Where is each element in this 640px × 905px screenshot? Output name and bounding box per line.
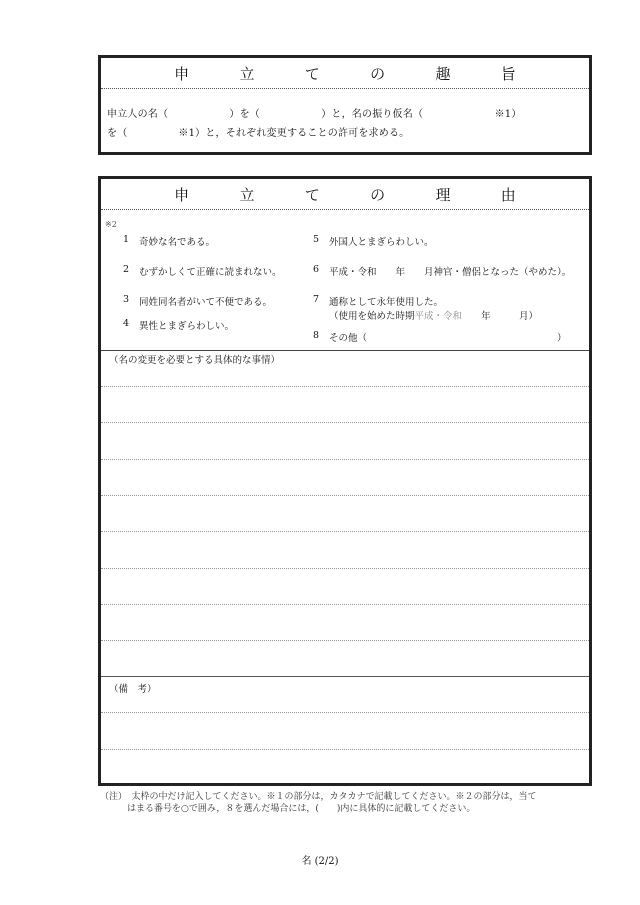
writing-line: [101, 712, 589, 713]
footnote-line-1: （注） 太枠の中だけ記入してください。※１の部分は，カタカナで記載してください。※２の部分は，当て: [100, 792, 537, 802]
title-char: 趣: [435, 64, 451, 83]
writing-line: [101, 749, 589, 750]
note-mark-2: ※2: [105, 220, 117, 229]
remarks-label: （備 考）: [109, 684, 157, 695]
remarks-divider: [101, 676, 589, 677]
period-prefix: （使用を始めた時期: [329, 311, 415, 322]
writing-line: [101, 422, 589, 423]
reason-item-5[interactable]: [313, 234, 434, 248]
reason-item-8[interactable]: [313, 330, 567, 344]
writing-line: [101, 640, 589, 641]
page-number: 名 (2/2): [301, 856, 339, 867]
reason-item-2[interactable]: [123, 264, 282, 278]
writing-line: [101, 531, 589, 532]
reason-text: 奇妙な名である。: [139, 237, 216, 248]
title-char: の: [370, 185, 386, 204]
reason-number: 3: [123, 294, 130, 305]
title-char: て: [304, 185, 320, 204]
period-suffix: 年 月）: [462, 311, 539, 322]
writing-line: [101, 386, 589, 387]
writing-line: [101, 495, 589, 496]
writing-line: [101, 604, 589, 605]
reason-item-6[interactable]: [313, 264, 571, 278]
reason-text: 異性とまぎらわしい。: [139, 321, 235, 332]
reason-item-1[interactable]: [123, 234, 215, 248]
reason-text: その他（ ）: [329, 333, 567, 344]
purpose-line-1: 申立人の名（ ）を（ ）と，名の振り仮名（ ※1）: [107, 109, 522, 120]
reasons-title: [101, 179, 589, 210]
reason-text: 同姓同名者がいて不便である。: [139, 297, 273, 308]
reason-item-3[interactable]: [123, 294, 272, 308]
reason-text: 外国人とまぎらわしい。: [329, 237, 434, 248]
purpose-title: [101, 58, 589, 89]
reason-number: 6: [313, 264, 320, 275]
writing-line: [101, 459, 589, 460]
reason-period: [329, 308, 538, 322]
footnote: [100, 791, 600, 815]
reason-number: 1: [123, 234, 130, 245]
reason-number: 8: [313, 330, 320, 341]
reason-number: 2: [123, 264, 130, 275]
title-char: 申: [174, 185, 190, 204]
title-char: 理: [435, 185, 451, 204]
reason-options: [101, 210, 589, 351]
title-char: 旨: [500, 64, 516, 83]
title-char: 立: [239, 64, 255, 83]
reason-text: 通称として永年使用した。: [329, 297, 444, 308]
reason-number: 7: [313, 294, 320, 305]
title-char: 立: [239, 185, 255, 204]
title-char: て: [304, 64, 320, 83]
reason-text: むずかしくて正確に読まれない。: [139, 267, 282, 278]
petition-purpose-box: [98, 55, 592, 155]
writing-line: [101, 568, 589, 569]
reason-item-4[interactable]: [123, 318, 234, 332]
title-char: の: [370, 64, 386, 83]
footnote-line-2: はまる番号を○で囲み，８を選んだ場合には，( )内に具体的に記載してください。: [100, 804, 476, 814]
reason-text: 平成・令和 年 月神官・僧侶となった（やめた）。: [329, 267, 572, 278]
era-options: 平成・令和: [414, 311, 463, 322]
title-char: 申: [174, 64, 190, 83]
purpose-line-2: を（ ※1）と，それぞれ変更することの許可を求める。: [107, 128, 410, 139]
reason-number: 5: [313, 234, 320, 245]
reason-number: 4: [123, 318, 130, 329]
title-char: 由: [500, 185, 516, 204]
petition-reasons-box: [98, 176, 592, 786]
reason-item-7[interactable]: [313, 294, 538, 322]
detail-label: （名の変更を必要とする具体的な事情）: [109, 355, 281, 366]
